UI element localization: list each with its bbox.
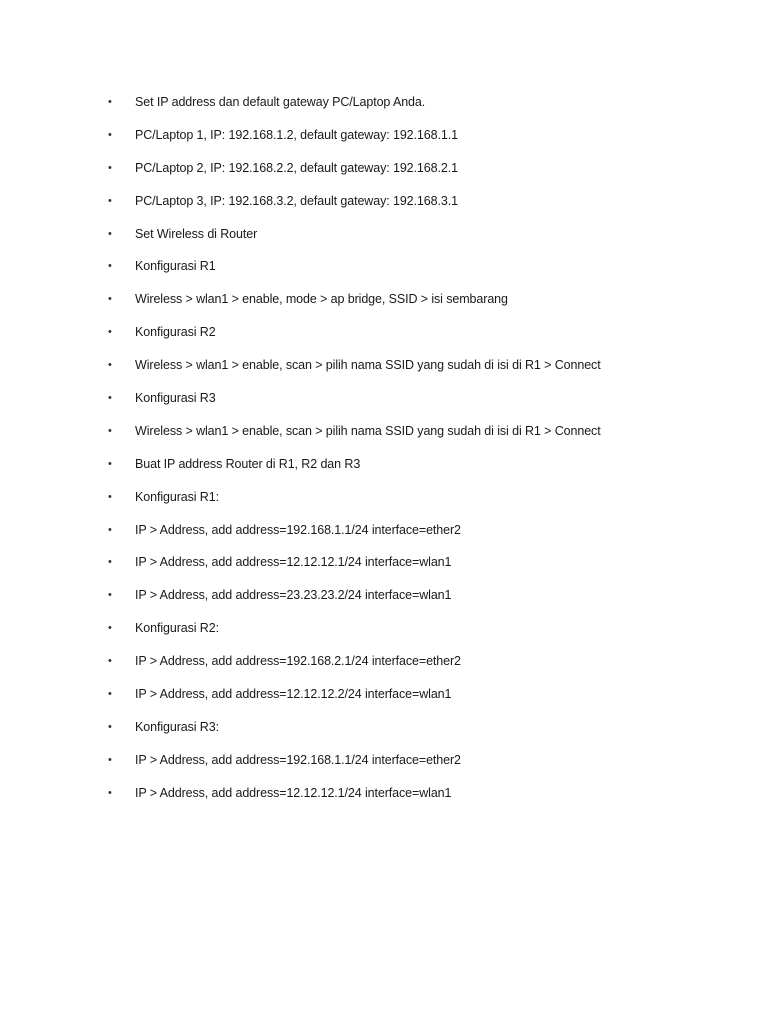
bullet-icon: • <box>108 589 112 602</box>
list-item <box>108 454 748 487</box>
list-item-text: Konfigurasi R2: <box>135 621 219 636</box>
list-item-text: Set IP address dan default gateway PC/Laptop Anda. <box>135 95 426 109</box>
bullet-icon: • <box>108 128 112 141</box>
bullet-icon: • <box>108 556 112 569</box>
list-item-text: Konfigurasi R2 <box>135 325 216 340</box>
bullet-icon: • <box>108 359 112 372</box>
list-item <box>108 224 748 257</box>
list-item-text: Set Wireless di Router <box>135 226 258 241</box>
bullet-icon: • <box>108 392 112 405</box>
bullet-icon: • <box>108 326 112 339</box>
bullet-icon: • <box>108 490 112 503</box>
list-item-text: PC/Laptop 1, IP: 192.168.1.2, default gateway: 192.168.1.1 <box>135 127 458 142</box>
list-item <box>108 520 748 553</box>
list-item-text: IP > Address, add address=12.12.12.1/24 interface=wlan1 <box>135 785 452 800</box>
list-item-text: IP > Address, add address=192.168.1.1/24 interface=ether2 <box>135 752 461 767</box>
bullet-icon: • <box>108 523 112 536</box>
list-item <box>108 125 748 158</box>
bullet-icon: • <box>108 293 112 306</box>
list-item <box>108 585 748 618</box>
list-item <box>108 322 748 355</box>
list-item <box>108 388 748 421</box>
list-item-text: Buat IP address Router di R1, R2 dan R3 <box>135 456 361 471</box>
list-item-text: Wireless > wlan1 > enable, scan > pilih nama SSID yang sudah di isi di R1 > Connect <box>135 358 601 373</box>
bullet-icon: • <box>108 720 112 733</box>
bullet-icon: • <box>108 622 112 635</box>
bullet-icon: • <box>108 161 112 174</box>
list-item <box>108 355 748 388</box>
list-item-text: IP > Address, add address=12.12.12.1/24 interface=wlan1 <box>135 555 452 570</box>
list-item <box>108 421 748 454</box>
bullet-icon: • <box>108 194 112 207</box>
list-item-text: Konfigurasi R1: <box>135 489 219 504</box>
list-item <box>108 618 748 651</box>
list-item-text: Konfigurasi R3: <box>135 719 219 734</box>
list-item-text: IP > Address, add address=23.23.23.2/24 interface=wlan1 <box>135 588 452 603</box>
bullet-icon: • <box>108 786 112 799</box>
list-item-text: IP > Address, add address=12.12.12.2/24 interface=wlan1 <box>135 687 452 702</box>
bullet-icon: • <box>108 457 112 470</box>
list-item-text: IP > Address, add address=192.168.1.1/24 interface=ether2 <box>135 522 461 537</box>
list-item-text: Wireless > wlan1 > enable, scan > pilih nama SSID yang sudah di isi di R1 > Connect <box>135 423 601 438</box>
list-item <box>108 191 748 224</box>
bullet-icon: • <box>108 96 112 108</box>
list-item <box>108 717 748 750</box>
list-item-text: Wireless > wlan1 > enable, mode > ap bridge, SSID > isi sembarang <box>135 292 508 307</box>
bullet-icon: • <box>108 424 112 437</box>
list-item-text: Konfigurasi R1 <box>135 259 216 274</box>
list-item <box>108 651 748 684</box>
bullet-icon: • <box>108 655 112 668</box>
list-item-text: PC/Laptop 3, IP: 192.168.3.2, default gateway: 192.168.3.1 <box>135 193 458 208</box>
bullet-icon: • <box>108 260 112 273</box>
list-item-text: PC/Laptop 2, IP: 192.168.2.2, default gateway: 192.168.2.1 <box>135 160 458 175</box>
list-item-text: Konfigurasi R3 <box>135 391 216 406</box>
bullet-icon: • <box>108 688 112 701</box>
list-item <box>108 783 748 816</box>
bullet-icon: • <box>108 753 112 766</box>
list-item <box>108 289 748 322</box>
list-item-text: IP > Address, add address=192.168.2.1/24 interface=ether2 <box>135 654 461 669</box>
bullet-icon: • <box>108 227 112 240</box>
list-item <box>108 256 748 289</box>
list-item <box>108 158 748 191</box>
instruction-list <box>108 92 748 816</box>
list-item <box>108 487 748 520</box>
list-item <box>108 552 748 585</box>
list-item <box>108 750 748 783</box>
list-item <box>108 684 748 717</box>
list-item <box>108 92 748 125</box>
